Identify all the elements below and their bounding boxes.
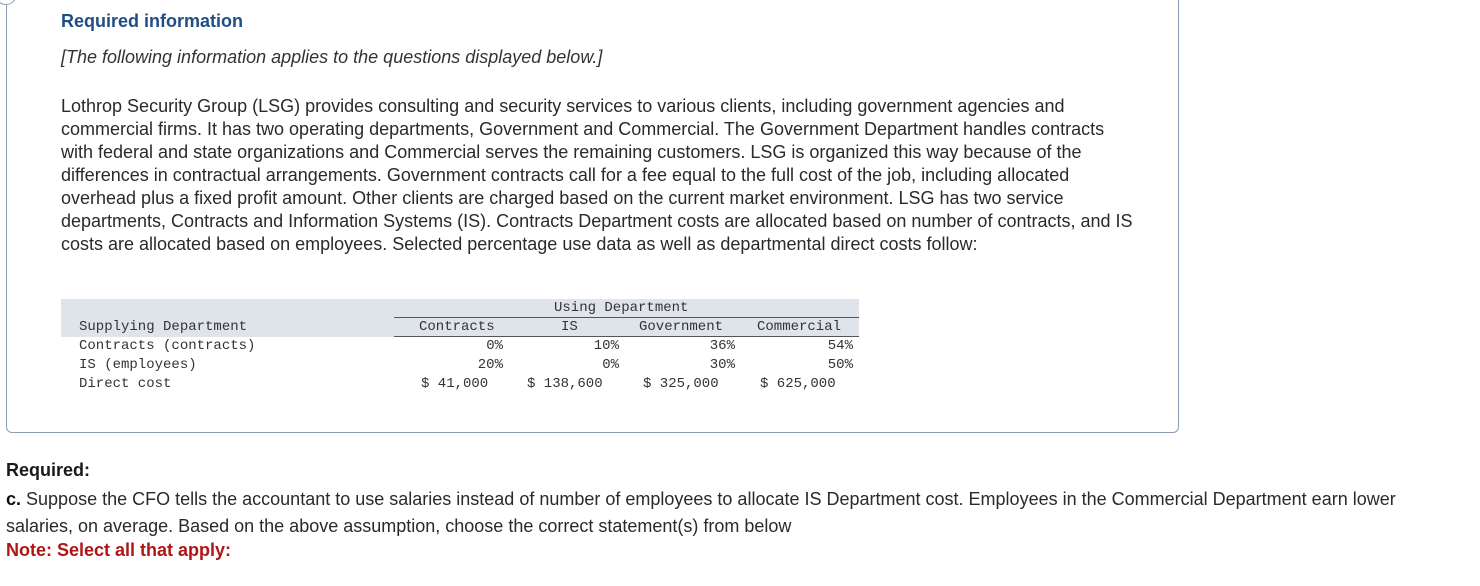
- column-header-contracts: Contracts: [419, 319, 495, 335]
- table-header-band: [61, 299, 859, 318]
- row-label: IS (employees): [79, 357, 197, 373]
- column-header-is: IS: [561, 319, 578, 335]
- scenario-paragraph: Lothrop Security Group (LSG) provides consulting and security services to various clients, including government agencies and commercial firms. It has two operating departments, Government and Commercial. The Government Department handles contracts with federal and state organizations and Commercial serves the remaining customers. LSG is organized this way because of the differences in contractual arrangements. Government contracts call for a fee equal to the full cost of the job, including allocated overhead plus a fixed profit amount. Other clients are charged based on the current market environment. LSG has two service departments, Contracts and Information Systems (IS). Contracts Department costs are allocated based on number of contracts, and IS costs are allocated based on employees. Selected percentage use data as well as departmental direct costs follow:: [61, 96, 1133, 254]
- table-cell: 10%: [593, 338, 619, 354]
- table-cell: $ 41,000: [421, 376, 489, 392]
- supplying-department-header: Supplying Department: [79, 319, 248, 335]
- column-header-government: Government: [639, 319, 724, 335]
- question-text: [6, 486, 1446, 540]
- table-cell: 54%: [827, 338, 853, 354]
- table-cell: 0%: [602, 357, 619, 373]
- select-all-note: Note: Select all that apply:: [6, 540, 232, 560]
- table-cell: $ 325,000: [643, 376, 719, 392]
- question-body: Suppose the CFO tells the accountant to use salaries instead of number of employees to allocate IS Department cost. Employees in the Commercial Department earn lower salaries, on average. Based on the above assumption, choose the correct statement(s) from below: [6, 489, 1396, 536]
- row-label: Direct cost: [79, 376, 172, 392]
- required-information-title: Required information: [61, 11, 244, 31]
- corner-circle-icon: [0, 0, 17, 5]
- required-label: Required:: [6, 460, 91, 480]
- using-department-header: Using Department: [554, 300, 689, 316]
- table-cell: 50%: [827, 357, 853, 373]
- column-header-commercial: Commercial: [757, 319, 842, 335]
- row-label: Contracts (contracts): [79, 338, 256, 354]
- table-cell: 36%: [709, 338, 735, 354]
- table-cell: $ 138,600: [527, 376, 603, 392]
- table-cell: 30%: [709, 357, 735, 373]
- intro-note: [The following information applies to the questions displayed below.]: [61, 47, 603, 67]
- table-cell: 0%: [486, 338, 503, 354]
- table-cell: $ 625,000: [760, 376, 836, 392]
- table-cell: 20%: [477, 357, 503, 373]
- required-information-box: [6, 0, 1179, 433]
- question-part-label: c.: [6, 489, 22, 509]
